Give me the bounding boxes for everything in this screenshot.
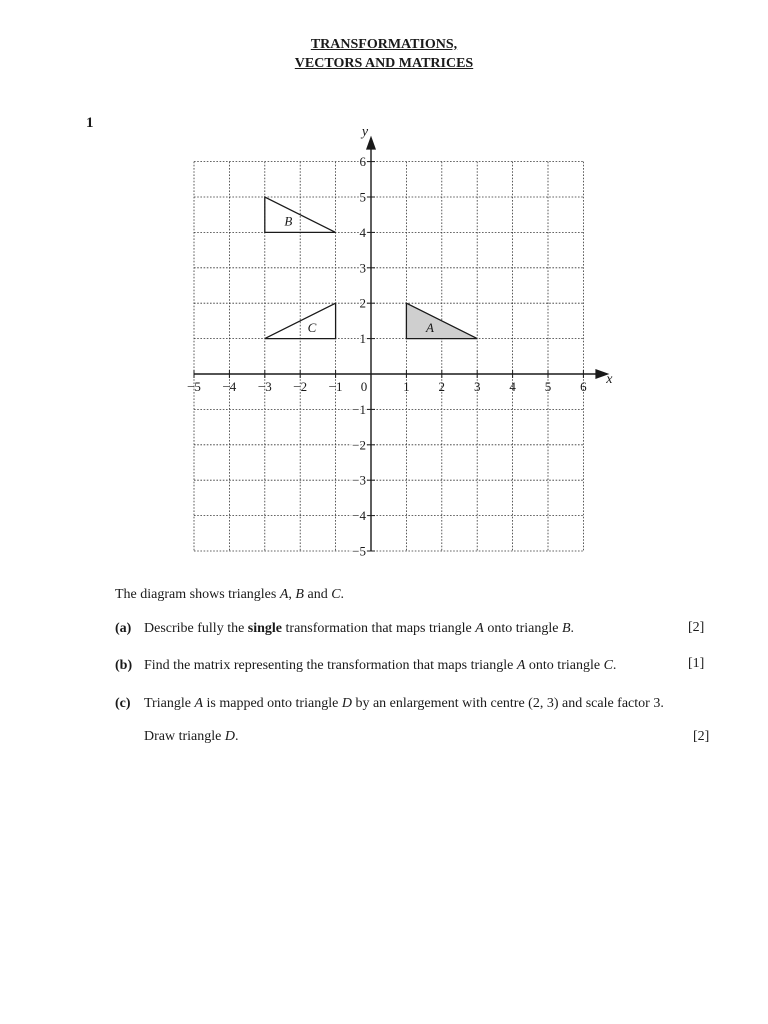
triangle-b-label: B — [284, 213, 293, 229]
y-tick-label: −4 — [352, 508, 366, 524]
x-axis-label: x — [606, 372, 613, 387]
title-line-2: VECTORS AND MATRICES — [294, 56, 474, 71]
y-tick-label: −5 — [352, 543, 366, 559]
y-tick-label: 2 — [359, 295, 366, 311]
x-tick-label: 5 — [544, 379, 552, 394]
x-tick-label: 4 — [509, 379, 516, 394]
y-tick-label: 6 — [359, 154, 366, 170]
coordinate-grid-diagram — [178, 112, 638, 567]
x-tick-label: −5 — [187, 379, 201, 394]
question-intro: The diagram shows triangles A, B and C. — [115, 587, 345, 602]
y-tick-label: 4 — [359, 224, 366, 240]
part-a-label: (a) — [115, 621, 132, 636]
y-axis-label: y — [361, 124, 369, 140]
part-b-text: Find the matrix representing the transformation that maps triangle A onto triangle C. — [144, 658, 617, 673]
part-c-marks: [2] — [693, 729, 710, 744]
triangle-c-label: C — [307, 319, 317, 335]
part-a-marks: [2] — [688, 620, 705, 635]
part-b-marks: [1] — [688, 656, 705, 671]
y-tick-label: 1 — [359, 331, 366, 347]
x-tick-label: −3 — [257, 379, 272, 394]
part-b-label: (b) — [115, 658, 133, 673]
y-tick-label: 5 — [359, 189, 366, 205]
triangle-c — [265, 303, 336, 338]
y-tick-label: −1 — [352, 401, 366, 417]
y-tick-label: 3 — [359, 260, 366, 276]
x-tick-label: −4 — [222, 379, 237, 394]
x-tick-label: 3 — [473, 379, 481, 394]
x-tick-label: 1 — [403, 379, 410, 394]
y-tick-label: −3 — [352, 472, 366, 488]
triangle-a — [406, 303, 477, 338]
x-tick-label: 6 — [580, 379, 587, 394]
part-c-label: (c) — [115, 696, 131, 711]
title-line-1: TRANSFORMATIONS, — [310, 37, 458, 52]
triangle-a-label: A — [426, 319, 434, 335]
x-tick-label: −2 — [293, 379, 308, 394]
part-c-text-line-2: Draw triangle D. — [144, 729, 239, 744]
question-number: 1 — [86, 115, 94, 131]
part-c-text: Triangle A is mapped onto triangle D by an enlargement with centre (2, 3) and scale factor 3. — [144, 696, 664, 711]
part-a-text: Describe fully the single transformation that maps triangle A onto triangle B. — [144, 621, 575, 636]
x-tick-label: −1 — [328, 379, 343, 394]
origin-label: 0 — [360, 379, 368, 394]
x-tick-label: 2 — [438, 379, 446, 394]
y-tick-label: −2 — [352, 437, 366, 453]
